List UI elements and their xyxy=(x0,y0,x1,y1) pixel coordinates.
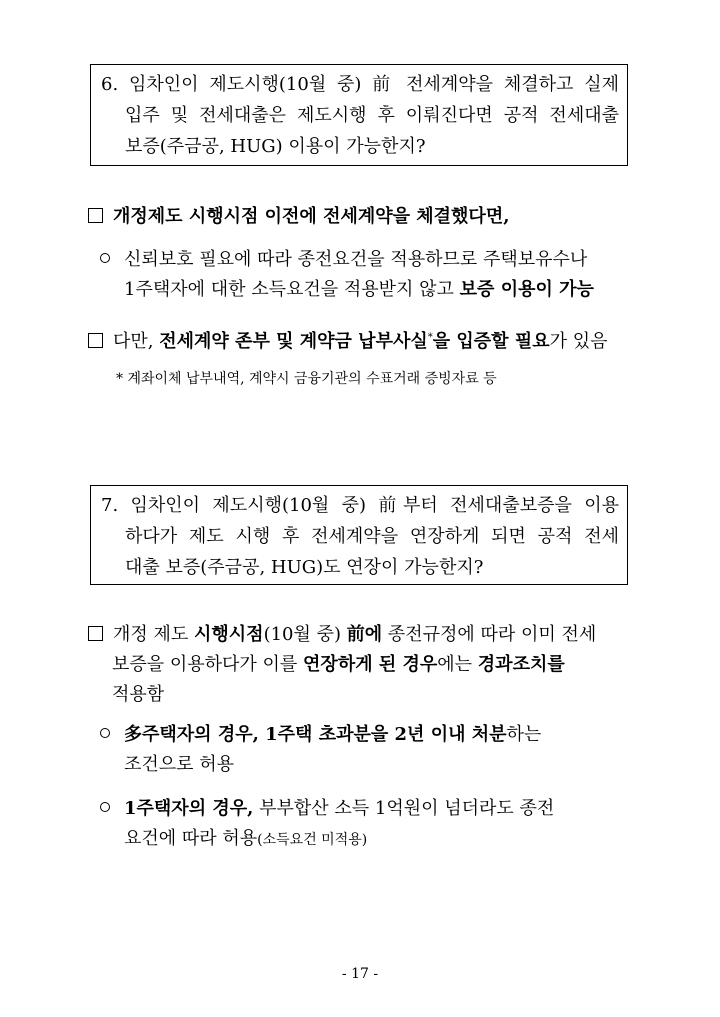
square-bullet-icon xyxy=(88,333,103,348)
question-7-line-3: 대출 보증(주금공, HUG)도 연장이 가능한지? xyxy=(125,557,484,578)
answer-6-sub-bullet-1-line-2: 1주택자에 대한 소득요건을 적용받지 않고 보증 이용이 가능 xyxy=(124,279,594,300)
question-7-line-2: 하다가 제도 시행 후 전세계약을 연장하게 되면 공적 전세 xyxy=(125,526,619,547)
square-bullet-icon xyxy=(88,208,103,223)
answer-7-bullet-1: 개정 제도 시행시점(10월 중) 前에 종전규정에 따라 이미 전세 xyxy=(88,620,596,646)
answer-7-sub-bullet-2: 1주택자의 경우, 부부합산 소득 1억원이 넘더라도 종전 xyxy=(100,794,554,820)
circle-bullet-icon xyxy=(100,728,110,738)
answer-6-footnote: * 계좌이체 납부내역, 계약시 금융기관의 수표거래 증빙자료 등 xyxy=(116,371,497,387)
answer-6-sub-bullet-1: 신뢰보호 필요에 따라 종전요건을 적용하므로 주택보유수나 xyxy=(100,245,587,271)
page-number: - 17 - xyxy=(341,966,379,982)
answer-6-bullet-2: 다만, 전세계약 존부 및 계약금 납부사실*을 입증할 필요가 있음 xyxy=(88,327,608,353)
question-7-box xyxy=(90,485,628,585)
question-6-line-3: 보증(주금공, HUG) 이용이 가능한지? xyxy=(125,136,426,157)
answer-7-bullet-1-line-3: 적용함 xyxy=(112,684,165,705)
answer-7-bullet-1-line-2: 보증을 이용하다가 이를 연장하게 된 경우에는 경과조치를 xyxy=(112,654,565,675)
answer-6-bullet-1: 개정제도 시행시점 이전에 전세계약을 체결했다면, xyxy=(88,202,509,228)
answer-7-sub-bullet-2-line-2: 요건에 따라 허용(소득요건 미적용) xyxy=(124,828,368,849)
answer-7-sub-bullet-1-line-2: 조건으로 허용 xyxy=(124,754,235,775)
circle-bullet-icon xyxy=(100,253,110,263)
square-bullet-icon xyxy=(88,626,103,641)
question-6-box xyxy=(90,64,628,166)
question-6-line-1: 6. 임차인이 제도시행(10월 중) 前 전세계약을 체결하고 실제 xyxy=(101,74,619,95)
circle-bullet-icon xyxy=(100,802,110,812)
answer-7-sub-bullet-1: 多주택자의 경우, 1주택 초과분을 2년 이내 처분하는 xyxy=(100,720,541,746)
question-6-line-2: 입주 및 전세대출은 제도시행 후 이뤄진다면 공적 전세대출 xyxy=(125,105,619,126)
question-7-line-1: 7. 임차인이 제도시행(10월 중) 前부터 전세대출보증을 이용 xyxy=(101,495,619,516)
